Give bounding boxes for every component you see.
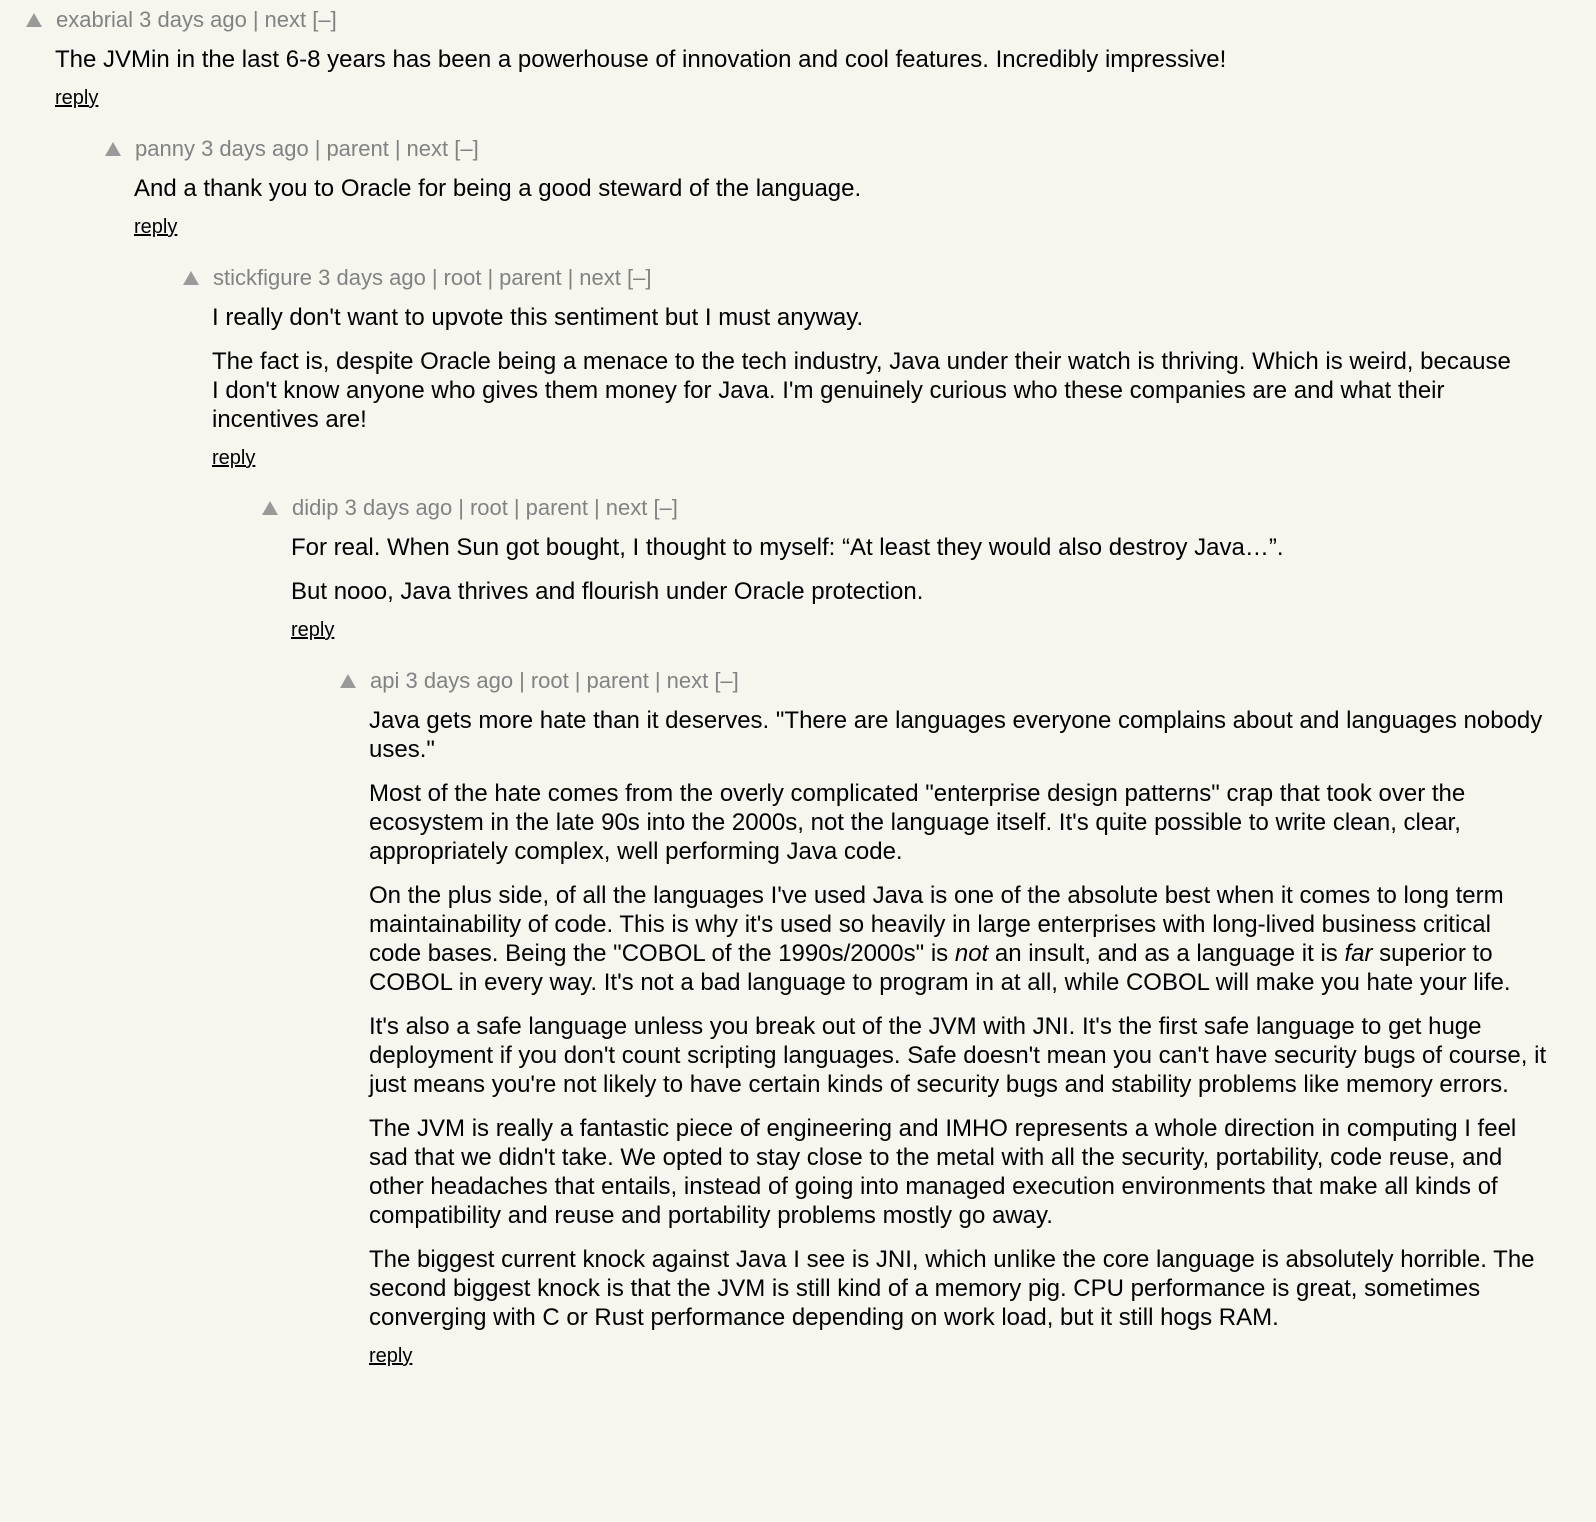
comment-age[interactable]: 3 days ago — [344, 495, 453, 520]
reply-link[interactable]: reply — [212, 447, 256, 469]
next-link[interactable]: next — [406, 136, 449, 161]
comment-paragraph: The JVM is really a fantastic piece of engineering and IMHO represents a whole direction in computing I feel sad that we didn't take. We opted to stay close to the metal with all the security, portability, code reuse, and other headaches that entails, instead of going into managed execution environments that make all kinds of compatibility and reuse and portability problems mostly go away. — [369, 1115, 1517, 1229]
collapse-toggle[interactable]: [–] — [454, 136, 479, 161]
comment-author[interactable]: didip — [292, 495, 339, 520]
separator: | — [574, 668, 581, 693]
comment — [183, 265, 1563, 470]
comment-text — [212, 303, 1522, 434]
comment-author[interactable]: api — [370, 668, 400, 693]
comment-age[interactable]: 3 days ago — [318, 265, 426, 290]
root-link[interactable]: root — [530, 668, 569, 693]
collapse-toggle[interactable]: [–] — [312, 7, 337, 32]
upvote-arrow-icon[interactable] — [183, 271, 199, 285]
emphasis: far — [1344, 940, 1373, 967]
separator: | — [394, 136, 401, 161]
comment-author[interactable]: exabrial — [56, 7, 134, 32]
separator: | — [519, 668, 525, 693]
separator: | — [431, 265, 438, 290]
collapse-toggle[interactable]: [–] — [627, 265, 652, 290]
comment-age[interactable]: 3 days ago — [405, 668, 514, 693]
comment-text — [134, 174, 1554, 203]
parent-link[interactable]: parent — [525, 495, 588, 520]
text-run: superior to COBOL in every way. It's not a bad language to program in at all, while COBOL will make you hate your life. — [369, 940, 1511, 996]
separator: | — [314, 136, 321, 161]
collapse-toggle[interactable]: [–] — [714, 668, 739, 693]
comment-header — [105, 136, 1565, 162]
comment-paragraph: The JVMin in the last 6-8 years has been a powerhouse of innovation and cool features. Incredibly impressive! — [55, 46, 1227, 73]
emphasis: not — [954, 940, 989, 967]
text-run: an insult, and as a language it is — [988, 940, 1345, 967]
next-link[interactable]: next — [579, 265, 621, 290]
separator: | — [252, 7, 259, 32]
separator: | — [654, 668, 661, 693]
comment-paragraph — [369, 881, 1549, 997]
upvote-arrow-icon[interactable] — [105, 142, 121, 156]
comment-header — [183, 265, 1563, 291]
text-run: On the plus side, of all the languages I've used Java is one of the absolute best when it comes to long term maintainability of code. This is why it's used so heavily in large enterprises with long-lived business critical code bases. Being the "COBOL of the 1990s/2000s" is — [369, 882, 1504, 967]
reply-link[interactable]: reply — [134, 216, 178, 238]
comment-paragraph: Most of the hate comes from the overly complicated "enterprise design patterns" crap that took over the ecosystem in the late 90s into the 2000s, not the language itself. It's quite possible to write clean, clear, appropriately complex, well performing Java code. — [369, 780, 1466, 865]
comment-age[interactable]: 3 days ago — [201, 136, 309, 161]
comment-header — [340, 668, 1560, 694]
upvote-arrow-icon[interactable] — [262, 501, 278, 515]
comment-paragraph: For real. When Sun got bought, I thought to myself: “At least they would also destroy Java…”. — [291, 534, 1284, 561]
upvote-arrow-icon[interactable] — [340, 674, 356, 688]
parent-link[interactable]: parent — [326, 136, 389, 161]
root-link[interactable]: root — [443, 265, 482, 290]
comment-header — [26, 7, 1566, 33]
root-link[interactable]: root — [469, 495, 508, 520]
collapse-toggle[interactable]: [–] — [653, 495, 678, 520]
comment-paragraph: And a thank you to Oracle for being a good steward of the language. — [134, 175, 862, 202]
separator: | — [567, 265, 574, 290]
next-link[interactable]: next — [264, 7, 307, 32]
comment-author[interactable]: stickfigure — [213, 265, 313, 290]
comment-paragraph: The fact is, despite Oracle being a menace to the tech industry, Java under their watch is thriving. Which is weird, because I don't know anyone who gives them money for Java. I'm genuinely curious who these companies are and what their incentives are! — [212, 348, 1511, 433]
reply-link[interactable]: reply — [55, 87, 99, 109]
comment-paragraph: The biggest current knock against Java I see is JNI, which unlike the core language is absolutely horrible. The second biggest knock is that the JVM is still kind of a memory pig. CPU performance is great, sometimes converging with C or Rust performance depending on work load, but it still hogs RAM. — [369, 1246, 1535, 1331]
comment-header — [262, 495, 1562, 521]
comment-paragraph: But nooo, Java thrives and flourish under Oracle protection. — [291, 578, 924, 605]
comment — [105, 136, 1565, 239]
comment — [26, 7, 1566, 110]
next-link[interactable]: next — [605, 495, 648, 520]
comment-paragraph: I really don't want to upvote this sentiment but I must anyway. — [212, 304, 864, 331]
comment-text — [369, 706, 1549, 1332]
comment — [262, 495, 1562, 642]
comment-age[interactable]: 3 days ago — [139, 7, 247, 32]
comment-text — [291, 533, 1551, 606]
separator: | — [458, 495, 464, 520]
reply-link[interactable]: reply — [291, 619, 335, 641]
separator: | — [594, 495, 600, 520]
next-link[interactable]: next — [666, 668, 709, 693]
parent-link[interactable]: parent — [499, 265, 562, 290]
comment-paragraph: Java gets more hate than it deserves. "There are languages everyone complains about and languages nobody uses." — [369, 707, 1543, 763]
reply-link[interactable]: reply — [369, 1345, 413, 1367]
separator: | — [487, 265, 494, 290]
upvote-arrow-icon[interactable] — [26, 13, 42, 27]
parent-link[interactable]: parent — [586, 668, 649, 693]
comment — [340, 668, 1560, 1368]
comment-text — [55, 45, 1555, 74]
separator: | — [513, 495, 520, 520]
comment-author[interactable]: panny — [135, 136, 195, 161]
comment-paragraph: It's also a safe language unless you break out of the JVM with JNI. It's the first safe language to get huge deployment if you don't count scripting languages. Safe doesn't mean you can't have security bugs of course, it just means you're not likely to have certain kinds of security bugs and stability problems like memory errors. — [369, 1013, 1547, 1098]
